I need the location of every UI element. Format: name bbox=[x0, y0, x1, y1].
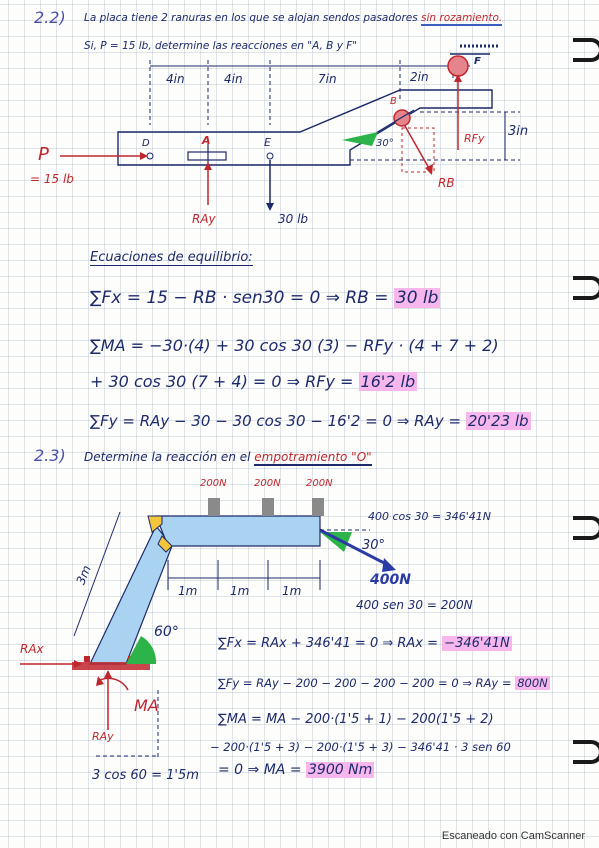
dim-7in: 7in bbox=[318, 72, 337, 86]
problem-statement-line1: La placa tiene 2 ranuras en los que se alojan sendos pasadores sin rozamiento. bbox=[84, 12, 503, 24]
label-d: D bbox=[142, 138, 150, 149]
spacing-3: 1m bbox=[282, 584, 302, 598]
label-p-value: = 15 lb bbox=[30, 172, 74, 186]
equation-2-3-fy: ∑Fy = RAy − 200 − 200 − 200 − 200 = 0 ⇒ RAy = 800N bbox=[218, 676, 548, 690]
dim-4in-1: 4in bbox=[166, 72, 185, 86]
force-400-label: 400N bbox=[370, 572, 411, 588]
load-block-3 bbox=[312, 498, 324, 516]
equation-ma: ∑MA = −30·(4) + 30 cos 30 (3) − RFy · (4 + 7 + 2) bbox=[90, 336, 499, 355]
ray-label-2-3: RAy bbox=[92, 730, 114, 743]
load-label-1: 200N bbox=[200, 478, 227, 489]
equation-2-3-fx: ∑Fx = RAx + 346'41 = 0 ⇒ RAx = −346'41N bbox=[218, 636, 510, 651]
angle-60-label: 60° bbox=[154, 624, 179, 640]
dim-2in: 2in bbox=[410, 70, 429, 84]
equation-2-3-result: = 0 ⇒ MA = 3900 Nm bbox=[218, 762, 373, 778]
result-ray: 20'23 lb bbox=[467, 412, 529, 430]
result-rb: 30 lb bbox=[395, 288, 439, 308]
spacing-1: 1m bbox=[178, 584, 198, 598]
load-label-3: 200N bbox=[306, 478, 333, 489]
label-angle-30: 30° bbox=[376, 138, 394, 149]
ma-label: MA bbox=[134, 696, 159, 715]
equation-2-3-ma: ∑MA = MA − 200·(1'5 + 1) − 200(1'5 + 2) bbox=[218, 712, 494, 727]
component-y: 400 sen 30 = 200N bbox=[356, 598, 473, 612]
problem-number-2-3: 2.3) bbox=[34, 446, 66, 465]
component-x: 400 cos 30 = 346'41N bbox=[368, 510, 491, 523]
problem-statement-2-3: Determine la reacción en el empotramiento "O" bbox=[84, 450, 372, 464]
spacing-2: 1m bbox=[230, 584, 250, 598]
label-rb: RB bbox=[438, 176, 455, 190]
inclined-member bbox=[90, 526, 172, 664]
dim-3in: 3in bbox=[508, 124, 529, 139]
result-rfy: 16'2 lb bbox=[360, 372, 416, 391]
label-f: F bbox=[474, 56, 481, 67]
label-a: A bbox=[202, 134, 211, 147]
equation-fx: ∑Fx = 15 − RB · sen30 = 0 ⇒ RB = 30 lb bbox=[90, 288, 439, 308]
label-p: P bbox=[38, 144, 49, 165]
label-rfy: RFy bbox=[464, 132, 485, 145]
load-block-1 bbox=[208, 498, 220, 516]
moment-arc bbox=[100, 678, 128, 690]
label-30lb: 30 lb bbox=[278, 212, 309, 226]
horizontal-beam bbox=[156, 516, 320, 546]
equation-ma-cont: + 30 cos 30 (7 + 4) = 0 ⇒ RFy = 16'2 lb bbox=[90, 372, 416, 391]
problem-number: 2.2) bbox=[34, 8, 66, 27]
load-block-2 bbox=[262, 498, 274, 516]
angle-30-wedge bbox=[320, 532, 352, 552]
statement-highlight: sin rozamiento. bbox=[421, 12, 503, 24]
rax-label: RAx bbox=[20, 642, 44, 656]
label-e: E bbox=[264, 136, 271, 149]
load-label-2: 200N bbox=[254, 478, 281, 489]
problem-statement-line2: Si, P = 15 lb, determine las reacciones en "A, B y F" bbox=[84, 40, 358, 52]
label-ray: RAy bbox=[192, 212, 216, 226]
angle-30-label: 30° bbox=[362, 538, 386, 553]
dim-4in-2: 4in bbox=[224, 72, 243, 86]
scanner-watermark: Escaneado con CamScanner bbox=[441, 830, 585, 842]
equilibrium-heading: Ecuaciones de equilibrio: bbox=[90, 250, 253, 265]
base-dim-label: 3 cos 60 = 1'5m bbox=[92, 768, 199, 783]
label-b: B bbox=[390, 96, 397, 107]
length-3m-label: 3m bbox=[73, 563, 94, 587]
equation-2-3-ma-cont: − 200·(1'5 + 3) − 200·(1'5 + 3) − 346'41 · 3 sen 60 bbox=[210, 740, 511, 754]
equation-fy: ∑Fy = RAy − 30 − 30 cos 30 − 16'2 = 0 ⇒ RAy = 20'23 lb bbox=[90, 412, 529, 430]
